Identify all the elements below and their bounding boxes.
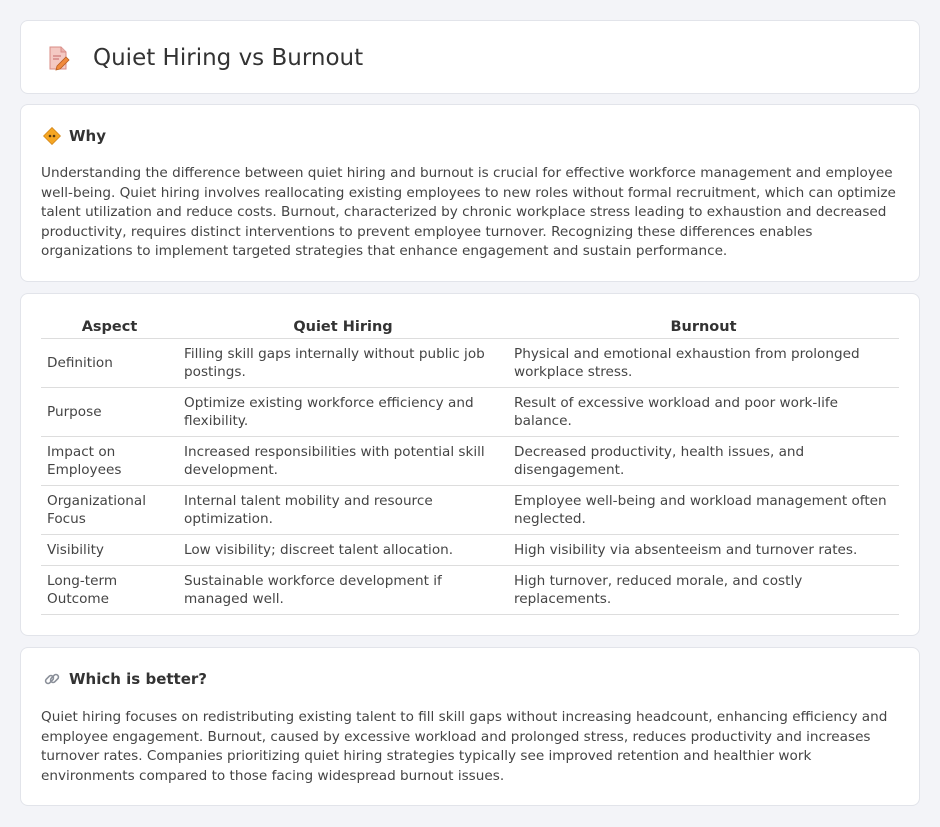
table-row [41, 534, 899, 565]
diamond-sign-icon [43, 127, 61, 145]
why-heading: Why [69, 127, 107, 145]
why-card [20, 104, 920, 282]
better-heading-row [43, 670, 207, 688]
why-heading-row [43, 127, 106, 145]
better-heading: Which is better? [69, 670, 207, 688]
table-row [41, 338, 899, 387]
header-burnout: Burnout [508, 316, 899, 338]
comparison-card [20, 293, 920, 636]
header-aspect: Aspect [41, 316, 178, 338]
title-card [20, 20, 920, 94]
table-row [41, 387, 899, 436]
row-aspect: Visibility [41, 534, 178, 565]
why-text: Understanding the difference between quiet hiring and burnout is crucial for effective workforce management and employee well-being. Quiet hiring involves reallocating existing employees to new roles without formal recruitment, which can optimize talent utilization and reduce costs. Burnout, characterized by chronic workplace stress leading to exhaustion and decreased productivity, requires distinct interventions to prevent employee turnover. Recognizing these differences enables organizations to implement targeted strategies that enhance engagement and sustain performance. [41, 165, 896, 260]
which-better-card [20, 647, 920, 806]
header-quiet-hiring: Quiet Hiring [178, 316, 508, 338]
row-quiet-hiring: Filling skill gaps internally without public job postings. [178, 338, 508, 387]
table-header-row [41, 316, 899, 338]
row-aspect: Long-term Outcome [41, 565, 178, 614]
row-burnout: High turnover, reduced morale, and costly replacements. [508, 565, 899, 614]
row-burnout: Result of excessive workload and poor work-life balance. [508, 387, 899, 436]
row-aspect: Purpose [41, 387, 178, 436]
page-title: Quiet Hiring vs Burnout [93, 45, 364, 71]
table-row [41, 565, 899, 614]
document-pencil-icon [47, 45, 71, 71]
table-row [41, 485, 899, 534]
row-quiet-hiring: Optimize existing workforce efficiency and flexibility. [178, 387, 508, 436]
better-text: Quiet hiring focuses on redistributing existing talent to fill skill gaps without increasing headcount, enhancing efficiency and employee engagement. Burnout, caused by excessive workload and prolonged stress, reduces productivity and increases turnover rates. Companies prioritizing quiet hiring strategies typically see improved retention and healthier work environments compared to those facing widespread burnout issues. [41, 709, 888, 784]
row-quiet-hiring: Increased responsibilities with potential skill development. [178, 436, 508, 485]
row-burnout: Physical and emotional exhaustion from prolonged workplace stress. [508, 338, 899, 387]
row-burnout: Employee well-being and workload management often neglected. [508, 485, 899, 534]
row-burnout: Decreased productivity, health issues, and disengagement. [508, 436, 899, 485]
row-aspect: Definition [41, 338, 178, 387]
table-row [41, 436, 899, 485]
row-quiet-hiring: Low visibility; discreet talent allocation. [178, 534, 508, 565]
row-aspect: Impact on Employees [41, 436, 178, 485]
row-quiet-hiring: Sustainable workforce development if managed well. [178, 565, 508, 614]
link-icon [43, 670, 61, 688]
row-aspect: Organizational Focus [41, 485, 178, 534]
row-burnout: High visibility via absenteeism and turnover rates. [508, 534, 899, 565]
comparison-table [41, 316, 899, 615]
row-quiet-hiring: Internal talent mobility and resource optimization. [178, 485, 508, 534]
